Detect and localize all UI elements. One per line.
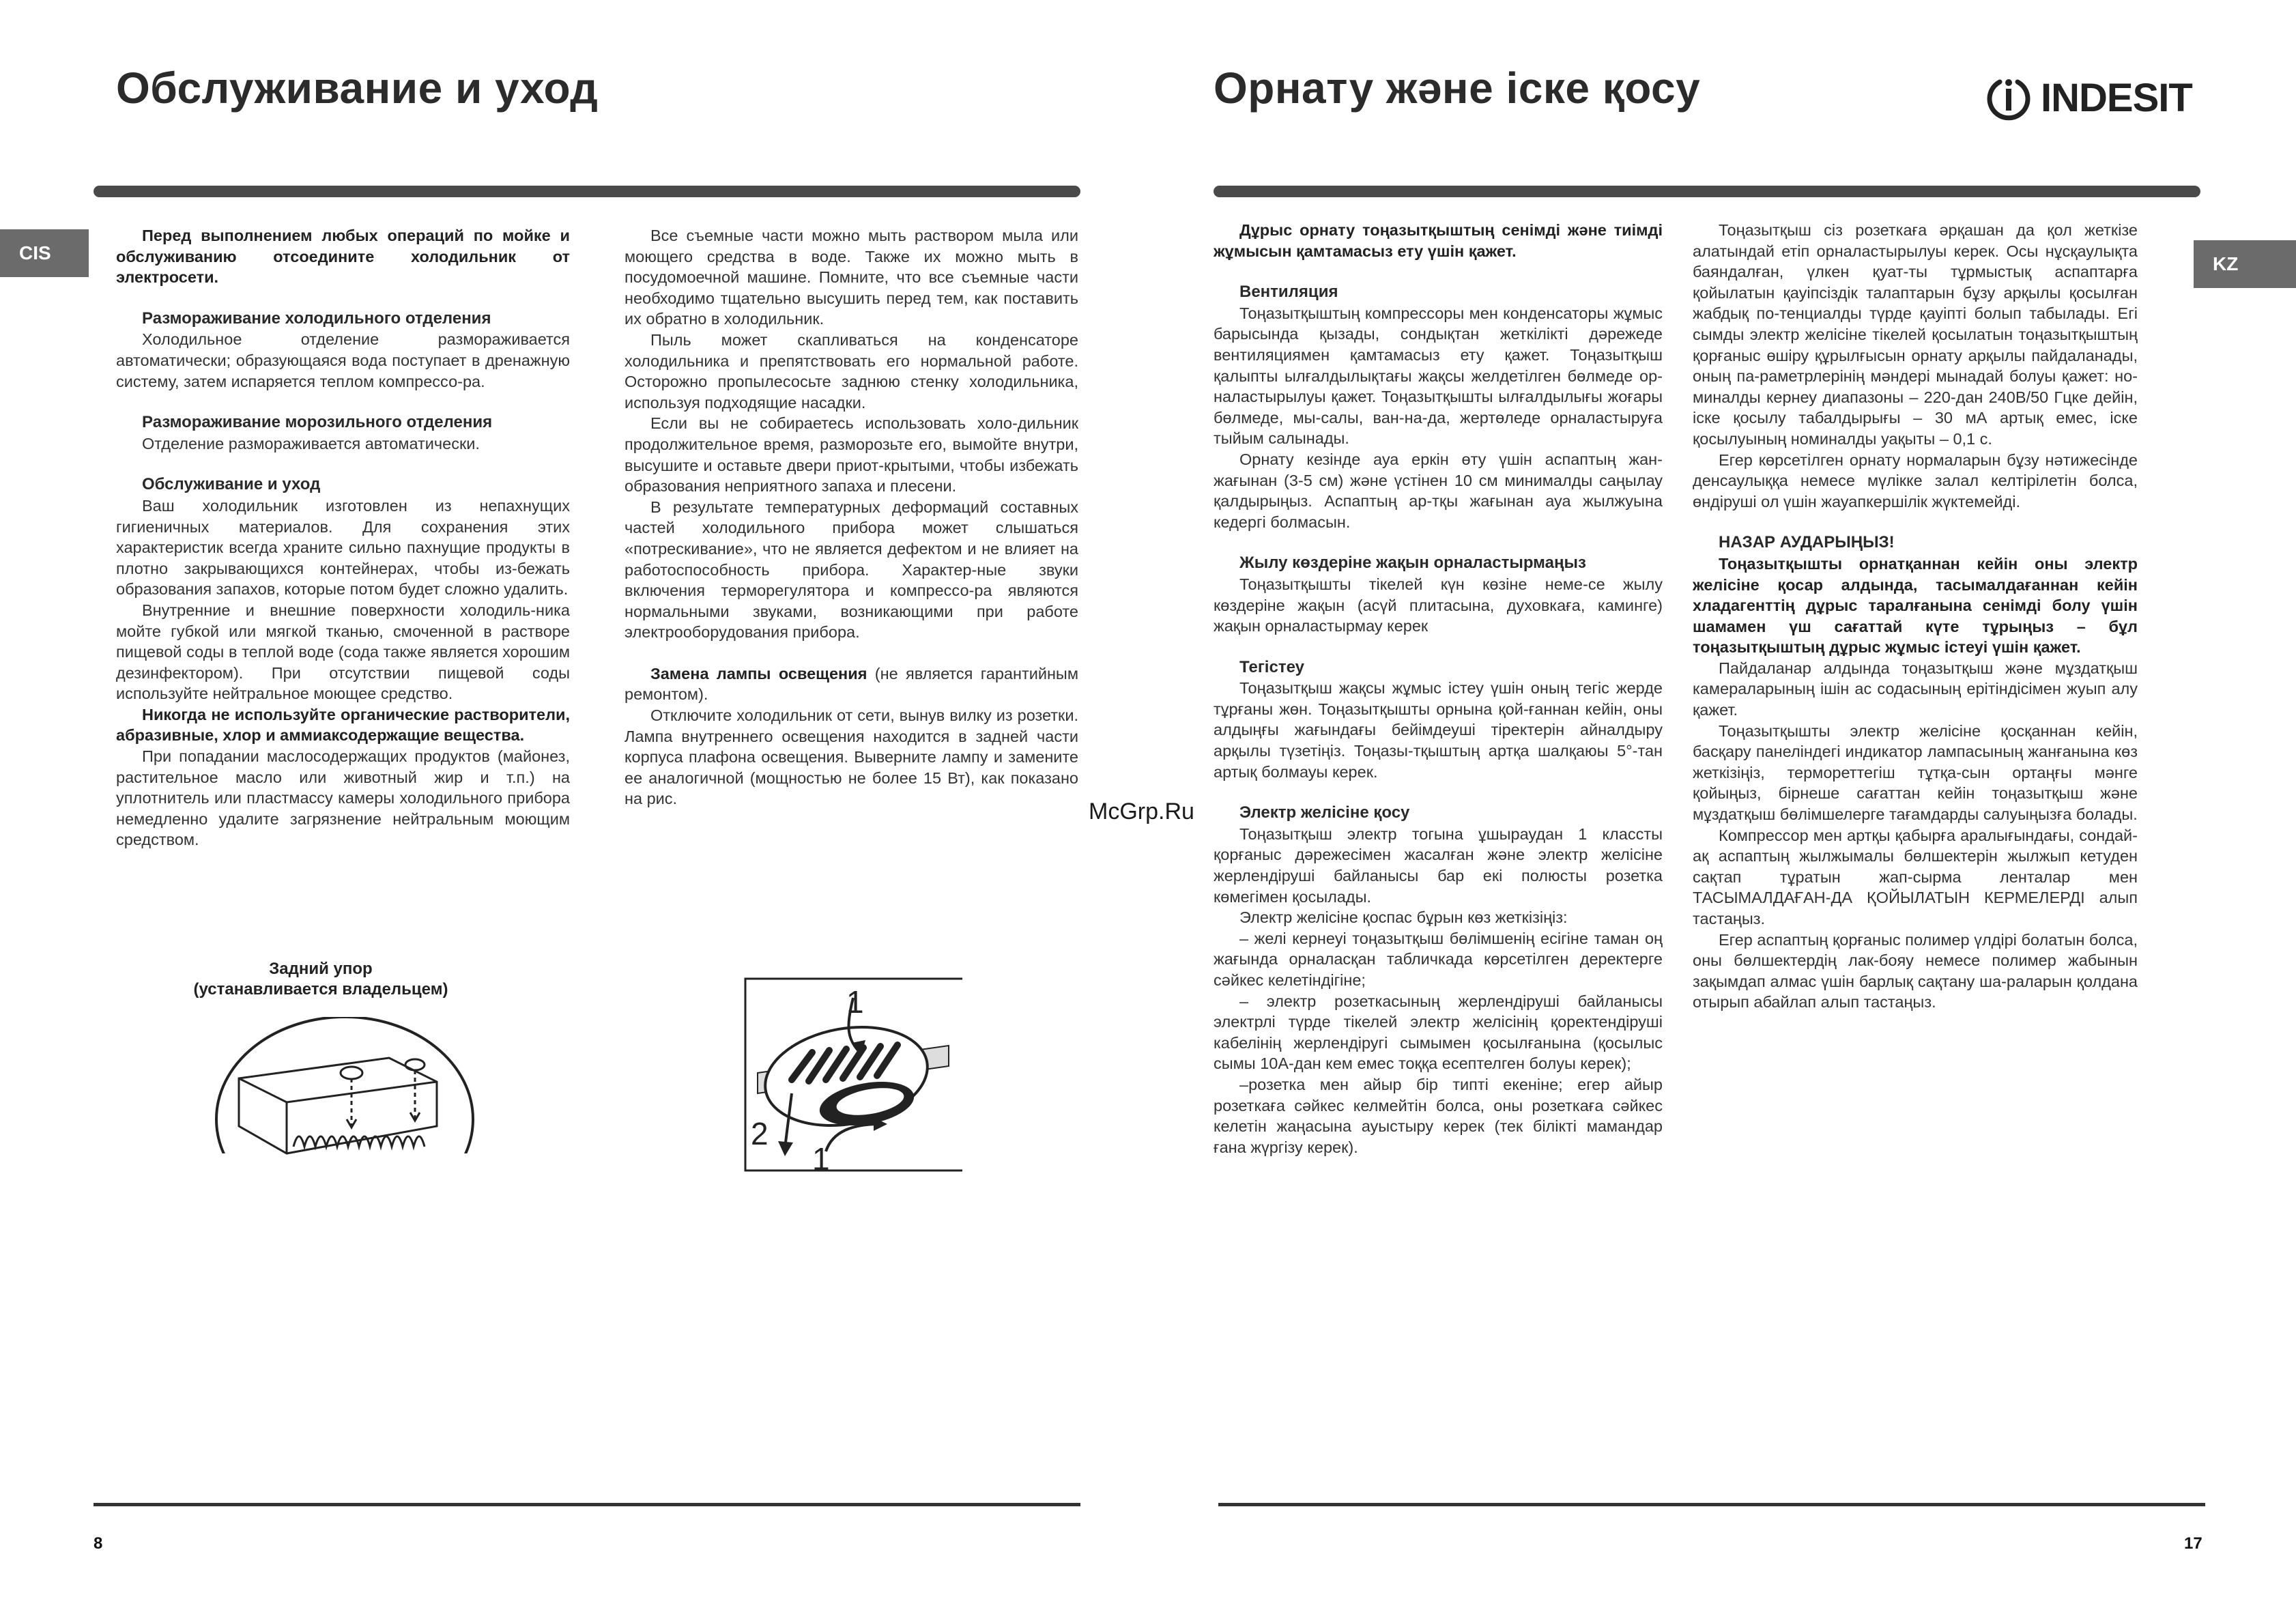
page-number-left: 8 (94, 1534, 103, 1553)
brand-wordmark: INDESIT (2041, 75, 2192, 120)
step-label-1-top: 1 (846, 984, 864, 1020)
text-long-absence: Если вы не собираетесь использовать холо-дильник продолжительное время, разморозьте его, вымойте внутри, высушите и оставьте двери приот-крытыми, чтобы избежать образования неприятного запаха и плесени. (625, 414, 1078, 495)
text-lamp: Отключите холодильник от сети, вынув вилку из розетки. Лампа внутреннего освещения находится в задней части корпуса плафона освещения. Выверните лампу и замените ее аналогичной (мощностью не более 15 Вт), как показано на рис. (625, 706, 1078, 808)
text-power-3: – желі кернеуі тоңазытқыш бөлімшенің есігіне таман оң жағында орналасқан табличкада көрсетілген деректерге сәйкес келетіндігіне; (1214, 929, 1663, 989)
heading-attention: НАЗАР АУДАРЫҢЫЗ! (1719, 533, 1895, 552)
text-power-1: Тоңазытқыш электр тогына ұшыраудан 1 классты қорғаныс дәрежесімен жасалған және электр желісіне жерлендіруші байланысы бар екі полюсты розетка көмегімен қосылады. (1214, 824, 1663, 906)
left-column-2 (625, 225, 1078, 809)
header-rule-right (1214, 186, 2200, 197)
text-liability: Егер көрсетілген орнату нормаларын бұзу нәтижесінде денсаулыққа немесе мүлікке залал келтірілетін болса, өндіруші ол үшін жауапкершілік жүктемейді. (1693, 450, 2138, 511)
text-power-2: Электр желісіне қоспас бұрын көз жеткізіңіз: (1239, 908, 1568, 927)
text-transport-tapes: Компрессор мен артқы қабырға аралығындағы, сондай-ақ аспаптың жылжымалы бөлшектерін жылжып кетуден сақтап тұратын жап-сырма ленталар мен ТАСЫМАЛДАҒАН-ДА ҚОЙЫЛАТЫН КЕРМЕЛЕРДІ алып тастаңыз. (1693, 826, 2138, 928)
indesit-logo-icon (1985, 74, 2033, 121)
figure-spacer-caption-title: Задний упор (269, 960, 373, 978)
figure-spacer-caption (164, 959, 478, 1000)
heading-fridge-defrost: Размораживание холодильного отделения (142, 308, 491, 328)
text-heat-sources: Тоңазытқышты тікелей күн көзіне неме-се жылу көздеріне жақын (асүй плитасына, духовкаға, каминге) жақын орналастырмау керек (1214, 575, 1663, 635)
text-levelling: Тоңазытқыш жақсы жұмыс істеу үшін оның тегіс жерде тұрғаны жөн. Тоңазытқышты орнына қой-ғаннан кейін, оны алдыңғы жағындағы бейімдеуші тіректерін айналдыру арқылы түзетіңіз. Тоңазы-тқыштың артқа шалқаюы 5°-тан артық болмауы керек. (1214, 679, 1663, 781)
lamp-replacement-illustration (744, 977, 962, 1172)
language-tab-cis: CIS (0, 229, 89, 277)
text-care-2: Внутренние и внешние поверхности холодиль-ника мойте губкой или мягкой тканью, смоченной в растворе пищевой соды в теплой воде (сода также является хорошим дезинфектором). При отсутствии пищевой соды используйте нейтральное моющее средство. (116, 601, 570, 703)
intro-warning: Перед выполнением любых операций по мойке и обслуживанию отсоедините холодильник от электросети. (116, 227, 570, 287)
rear-spacer-illustration (212, 1017, 478, 1181)
indesit-logo (1985, 74, 2192, 121)
left-column-1 (116, 225, 570, 850)
text-freezer-defrost: Отделение размораживается автоматически. (142, 434, 480, 453)
text-ventilation-1: Тоңазытқыштың компрессоры мен конденсаторы жұмыс барысында қызады, сондықтан жеткілікті дәрежеде вентиляциямен қамтамасыз ету қажет. Тоңазытқыш қалыпты ылғалдылықтағы жақсы желдетілген бөлмеде ор-наластырылуы қажет. Тоңазытқышты ылғалдылығы жоғары бөлмеде, мы-салы, ван-на-да, жертөледе орналастыруға тыйым салынады. (1214, 304, 1663, 448)
heading-levelling: Тегістеу (1239, 657, 1304, 676)
text-power-5: –розетка мен айыр бір типті екеніне; егер айыр розеткаға сәйкес келмейтін болса, оны розеткаға сәйкес келетін жаңасына ауыстыру керек (тек білікті мамандар ғана жүргізу керек). (1214, 1075, 1663, 1156)
intro-installation: Дұрыс орнату тоңазытқыштың сенімді және тиімді жұмысын қамтамасыз ету үшін қажет. (1214, 221, 1663, 260)
step-label-2: 2 (751, 1116, 769, 1151)
page-title-right: Орнату және іске қосу (1214, 63, 1701, 113)
figure-spacer-caption-note: (устанавливается владельцем) (193, 980, 448, 999)
heading-power: Электр желісіне қосу (1239, 803, 1410, 822)
text-care-1: Ваш холодильник изготовлен из непахнущих гигиеничных материалов. Для сохранения этих характеристик всегда храните сильно пахнущие продукты в плотно закрывающихся контейнерах, чтобы из-бежать образования запахов, которые потом будет сложно удалить. (116, 496, 570, 599)
text-ventilation-2: Орнату кезінде ауа еркін өту үшін аспаптың жан-жағынан (3-5 см) және үстінен 10 см минималды саңылау қалдырыңыз. Аспаптың ар-тқы жағынан ауа жылжуына кедергі болмасын. (1214, 450, 1663, 531)
heading-lamp-note: (не является гарантийным ремонтом). (625, 664, 1078, 704)
page-title-left: Обслуживание и уход (116, 63, 599, 113)
text-crackling: В результате температурных деформаций составных частей холодильного прибора может слышаться «потрескивание», что не является дефектом и не влияет на работоспособность прибора. Характер-ные звуки включения терморегулятора и компрессо-ра являются нормальными звуками, возникающими при работе электрооборудования прибора. (625, 498, 1078, 642)
language-tab-kz: KZ (2194, 240, 2296, 288)
heading-ventilation: Вентиляция (1239, 283, 1338, 302)
text-protective-film: Егер аспаптың қорғаныс полимер үлдірі болатын болса, оны бөлшектердің лак-бояу немесе полимер жабынын зақымдап алмас үшін барлық сақтану ша-раларын қолдана отырып абайлап алып тастаңыз. (1693, 930, 2138, 1011)
heading-care: Обслуживание и уход (142, 475, 321, 494)
text-care-3: При попадании маслосодержащих продуктов (майонез, растительное масло или животный жир и т.п.) на уплотнитель или пластмассу камеры холодильного прибора немедленно удалите загрязнение нейтральным моющим средством. (116, 747, 570, 849)
text-power-4: – электр розеткасының жерлендіруші байланысы электрлі түрде тікелей электр желісінің қоректендіруші кабелінің жерлендіругі сымымен қосылғанына (қосылыс сымы 10А-дан кем емес тоққа есептелген болуы керек); (1214, 992, 1663, 1073)
heading-lamp: Замена лампы освещения (650, 664, 867, 683)
step-label-1-bottom: 1 (812, 1141, 830, 1172)
footer-rule-right (1218, 1503, 2205, 1506)
heading-heat-sources: Жылу көздеріне жақын орналастырмаңыз (1239, 554, 1586, 573)
text-fridge-defrost: Холодильное отделение размораживается автоматически; образующаяся вода поступает в дренажную систему, затем испаряется теплом компрессо-ра. (116, 330, 570, 390)
text-indicator-lamp: Тоңазытқышты электр желісіне қосқаннан кейін, басқару панеліндегі индикатор лампасының жанғанына көз жеткізіңіз, термореттегіш тұтқа-сын ортаңғы мәнге қойыңыз, бірнеше сағаттан кейін тоңазытқыш және мұздатқыш бөлімшелерге тағамдарды салуыңызға болады. (1693, 721, 2138, 824)
right-column-1 (1214, 220, 1663, 1158)
header-rule-left (94, 186, 1080, 197)
text-warning-chemicals: Никогда не используйте органические растворители, абразивные, хлор и аммиаксодержащие вещества. (116, 705, 570, 745)
text-removable-parts: Все съемные части можно мыть раствором мыла или моющего средства в воде. Также их можно мыть в посудомоечной машине. Помните, что все съемные части необходимо тщательно высушить перед тем, как поставить их обратно в холодильник. (625, 227, 1078, 328)
text-dust-condenser: Пыль может скапливаться на конденсаторе холодильника и препятствовать его нормальной работе. Осторожно пропылесосьте заднюю стенку холодильника, используя подходящие насадки. (625, 330, 1078, 412)
watermark-text: McGrp.Ru (1089, 799, 1194, 824)
text-socket-access: Тоңазытқыш сіз розеткаға әрқашан да қол жеткізе алатындай етіп орналастырылуы керек. Осы нұсқаулықта баяндалған, үлкен қуат-ты тұрмыстық аспаптарға қойылатын қауіпсіздік талаптарын бұзу арқылы қосылған жабдық по-тенциалды түрде қауіпті болып табылады. Егі сымды электр желісіне тікелей қосылатын тоңазытқыштың қорғаныс өшіру құрылғысын орнату арқылы пайдаланады, оның па-раметрлерінің мәндері мынадай болуы қажет: но-миналды кернеу диапазоны – 220-дан 240В/50 Гцке дейін, іске қосылу табалдырығы – 30 мА артық емес, іске қосылуының номиналды уақыты – 0,1 с. (1693, 221, 2138, 448)
page-number-right: 17 (2184, 1534, 2202, 1553)
footer-rule-left (94, 1503, 1080, 1506)
heading-freezer-defrost: Размораживание морозильного отделения (142, 413, 493, 432)
text-wash-before-use: Пайдаланар алдында тоңазытқыш және мұздатқыш камераларының ішін ас содасының ерітіндісімен жуып алу қажет. (1693, 659, 2138, 719)
text-attention: Тоңазытқышты орнатқаннан кейін оны электр желісіне қосар алдында, тасымалдағаннан кейін хладагенттің дұрыс таралғанына сенімді болу үшін шамамен үш сағаттай күте тұрыңыз – бұл тоңазытқыштың дұрыс жұмыс істеуі үшін қажет. (1693, 554, 2138, 657)
right-column-2 (1693, 220, 2138, 1013)
